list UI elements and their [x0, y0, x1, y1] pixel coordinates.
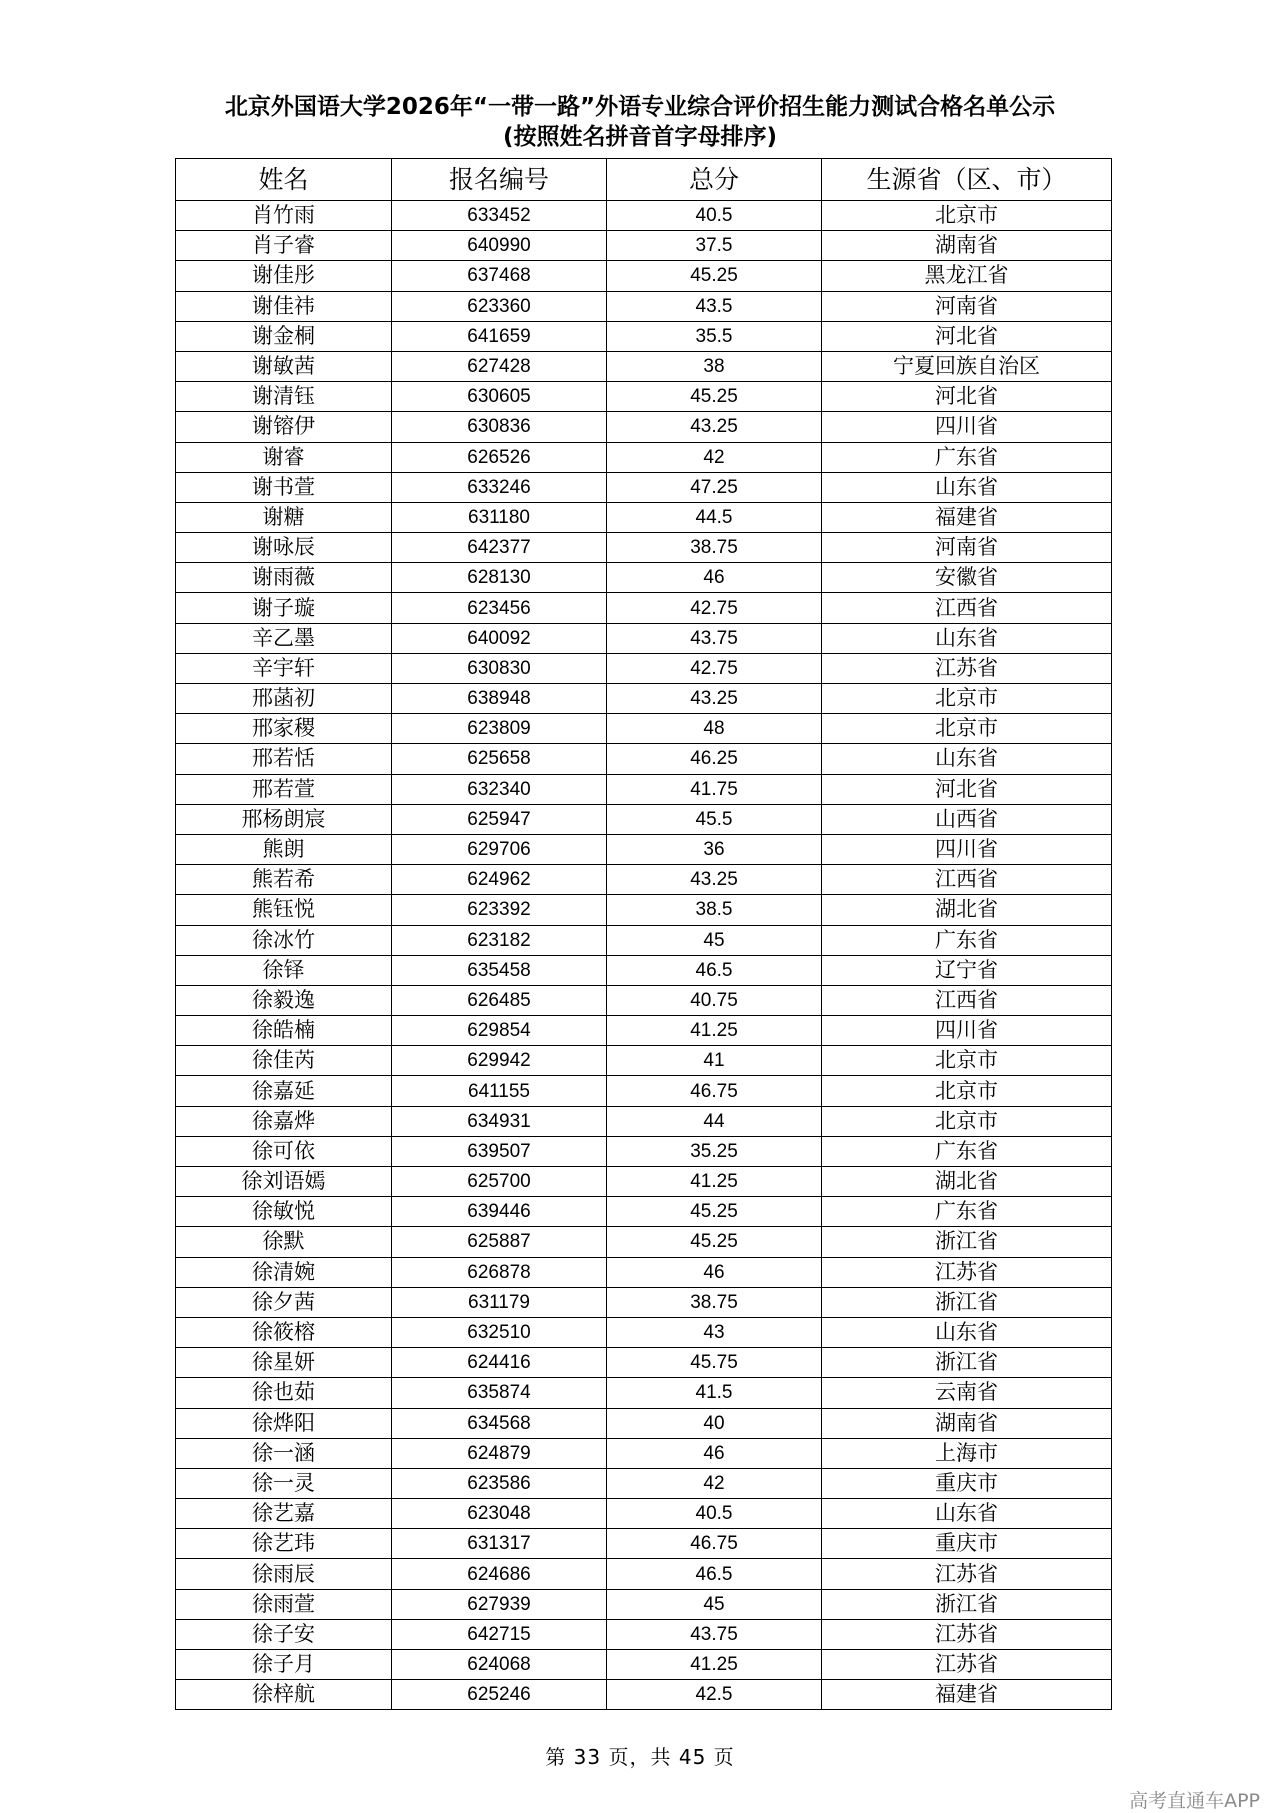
cell-province: 江苏省 — [822, 1559, 1112, 1589]
cell-total-score: 43.5 — [607, 291, 822, 321]
cell-registration-id: 624686 — [392, 1559, 607, 1589]
cell-name: 徐冰竹 — [176, 925, 392, 955]
cell-name: 徐刘语嫣 — [176, 1167, 392, 1197]
cell-province: 四川省 — [822, 834, 1112, 864]
cell-province: 北京市 — [822, 201, 1112, 231]
cell-total-score: 46 — [607, 1257, 822, 1287]
page-subtitle: (按照姓名拼音首字母排序) — [502, 124, 778, 150]
cell-province: 北京市 — [822, 1106, 1112, 1136]
cell-name: 邢家稷 — [176, 714, 392, 744]
cell-registration-id: 629942 — [392, 1046, 607, 1076]
cell-registration-id: 627428 — [392, 351, 607, 381]
table-row — [176, 201, 1112, 231]
cell-name: 谢清钰 — [176, 382, 392, 412]
table-row — [176, 955, 1112, 985]
table-row — [176, 291, 1112, 321]
cell-registration-id: 635458 — [392, 955, 607, 985]
cell-province: 四川省 — [822, 412, 1112, 442]
cell-name: 谢咏辰 — [176, 533, 392, 563]
cell-province: 北京市 — [822, 714, 1112, 744]
cell-name: 辛宇轩 — [176, 653, 392, 683]
table-row — [176, 442, 1112, 472]
cell-registration-id: 641659 — [392, 321, 607, 351]
table-body — [176, 201, 1112, 1710]
cell-name: 熊若希 — [176, 865, 392, 895]
cell-total-score: 45.5 — [607, 804, 822, 834]
cell-registration-id: 631317 — [392, 1529, 607, 1559]
table-row — [176, 895, 1112, 925]
cell-total-score: 43.75 — [607, 1619, 822, 1649]
cell-name: 徐一灵 — [176, 1468, 392, 1498]
table-row — [176, 382, 1112, 412]
cell-name: 谢敏茜 — [176, 351, 392, 381]
table-row — [176, 744, 1112, 774]
table-row — [176, 1438, 1112, 1468]
cell-total-score: 43.75 — [607, 623, 822, 653]
cell-registration-id: 623586 — [392, 1468, 607, 1498]
cell-province: 江苏省 — [822, 1650, 1112, 1680]
cell-registration-id: 642715 — [392, 1619, 607, 1649]
cell-total-score: 48 — [607, 714, 822, 744]
table-row — [176, 1348, 1112, 1378]
table-row — [176, 714, 1112, 744]
table-header-row — [176, 159, 1112, 201]
cell-total-score: 42.5 — [607, 1680, 822, 1710]
cell-province: 河北省 — [822, 321, 1112, 351]
cell-total-score: 45.25 — [607, 1227, 822, 1257]
cell-total-score: 42.75 — [607, 593, 822, 623]
table-row — [176, 1529, 1112, 1559]
cell-name: 徐雨萱 — [176, 1589, 392, 1619]
table-row — [176, 653, 1112, 683]
cell-province: 辽宁省 — [822, 955, 1112, 985]
cell-province: 河北省 — [822, 774, 1112, 804]
cell-province: 浙江省 — [822, 1348, 1112, 1378]
cell-registration-id: 626878 — [392, 1257, 607, 1287]
cell-province: 江苏省 — [822, 653, 1112, 683]
cell-registration-id: 623182 — [392, 925, 607, 955]
cell-province: 山东省 — [822, 1317, 1112, 1347]
page-number: 第 33 页，共 45 页 — [545, 1745, 735, 1769]
cell-registration-id: 626526 — [392, 442, 607, 472]
table-row — [176, 533, 1112, 563]
cell-total-score: 41.25 — [607, 1650, 822, 1680]
cell-total-score: 46.25 — [607, 744, 822, 774]
page-title: 北京外国语大学2026年“一带一路”外语专业综合评价招生能力测试合格名单公示 — [224, 94, 1056, 120]
cell-registration-id: 623392 — [392, 895, 607, 925]
cell-registration-id: 631180 — [392, 502, 607, 532]
cell-total-score: 42 — [607, 442, 822, 472]
cell-total-score: 41.5 — [607, 1378, 822, 1408]
cell-province: 湖北省 — [822, 1167, 1112, 1197]
cell-registration-id: 629706 — [392, 834, 607, 864]
table-row — [176, 834, 1112, 864]
cell-registration-id: 633246 — [392, 472, 607, 502]
cell-total-score: 45.25 — [607, 382, 822, 412]
cell-total-score: 36 — [607, 834, 822, 864]
cell-name: 徐清婉 — [176, 1257, 392, 1287]
cell-registration-id: 623048 — [392, 1499, 607, 1529]
header-name: 姓名 — [176, 159, 392, 201]
cell-registration-id: 639446 — [392, 1197, 607, 1227]
table-row — [176, 1378, 1112, 1408]
cell-registration-id: 634568 — [392, 1408, 607, 1438]
cell-total-score: 42.75 — [607, 653, 822, 683]
cell-registration-id: 624068 — [392, 1650, 607, 1680]
cell-name: 徐嘉延 — [176, 1076, 392, 1106]
cell-province: 重庆市 — [822, 1529, 1112, 1559]
cell-total-score: 40.75 — [607, 985, 822, 1015]
cell-name: 徐一涵 — [176, 1438, 392, 1468]
cell-total-score: 46.75 — [607, 1529, 822, 1559]
cell-registration-id: 628130 — [392, 563, 607, 593]
cell-province: 江西省 — [822, 593, 1112, 623]
cell-province: 湖南省 — [822, 231, 1112, 261]
table-row — [176, 1468, 1112, 1498]
cell-total-score: 43.25 — [607, 865, 822, 895]
cell-name: 谢佳祎 — [176, 291, 392, 321]
cell-province: 福建省 — [822, 1680, 1112, 1710]
cell-total-score: 38.75 — [607, 533, 822, 563]
cell-name: 徐艺玮 — [176, 1529, 392, 1559]
cell-total-score: 44.5 — [607, 502, 822, 532]
cell-total-score: 43 — [607, 1317, 822, 1347]
cell-province: 福建省 — [822, 502, 1112, 532]
cell-province: 江苏省 — [822, 1257, 1112, 1287]
cell-province: 山东省 — [822, 623, 1112, 653]
table-row — [176, 1136, 1112, 1166]
cell-name: 肖子睿 — [176, 231, 392, 261]
cell-name: 辛乙墨 — [176, 623, 392, 653]
table-row — [176, 1317, 1112, 1347]
cell-name: 邢菡初 — [176, 684, 392, 714]
cell-province: 江西省 — [822, 865, 1112, 895]
cell-province: 安徽省 — [822, 563, 1112, 593]
cell-name: 肖竹雨 — [176, 201, 392, 231]
table-row — [176, 563, 1112, 593]
cell-total-score: 45.25 — [607, 261, 822, 291]
cell-province: 浙江省 — [822, 1227, 1112, 1257]
cell-province: 湖北省 — [822, 895, 1112, 925]
cell-name: 熊朗 — [176, 834, 392, 864]
cell-total-score: 41.25 — [607, 1167, 822, 1197]
cell-name: 邢杨朗宸 — [176, 804, 392, 834]
cell-name: 谢金桐 — [176, 321, 392, 351]
cell-total-score: 38 — [607, 351, 822, 381]
cell-name: 徐嘉烨 — [176, 1106, 392, 1136]
cell-total-score: 41.25 — [607, 1016, 822, 1046]
cell-registration-id: 642377 — [392, 533, 607, 563]
table-row — [176, 774, 1112, 804]
cell-registration-id: 632340 — [392, 774, 607, 804]
cell-total-score: 46 — [607, 563, 822, 593]
table-row — [176, 351, 1112, 381]
cell-name: 谢镕伊 — [176, 412, 392, 442]
table-row — [176, 1167, 1112, 1197]
table-row — [176, 985, 1112, 1015]
admission-list-table — [175, 158, 1112, 1710]
cell-registration-id: 625947 — [392, 804, 607, 834]
cell-province: 广东省 — [822, 1136, 1112, 1166]
cell-registration-id: 635874 — [392, 1378, 607, 1408]
cell-province: 广东省 — [822, 442, 1112, 472]
cell-province: 河南省 — [822, 533, 1112, 563]
cell-total-score: 40.5 — [607, 201, 822, 231]
cell-name: 谢子璇 — [176, 593, 392, 623]
cell-total-score: 45 — [607, 925, 822, 955]
table-row — [176, 593, 1112, 623]
cell-province: 黑龙江省 — [822, 261, 1112, 291]
cell-province: 山东省 — [822, 472, 1112, 502]
cell-registration-id: 629854 — [392, 1016, 607, 1046]
cell-name: 徐子月 — [176, 1650, 392, 1680]
cell-name: 徐夕茜 — [176, 1287, 392, 1317]
table-row — [176, 1559, 1112, 1589]
table-row — [176, 1650, 1112, 1680]
cell-name: 徐可依 — [176, 1136, 392, 1166]
cell-name: 谢佳彤 — [176, 261, 392, 291]
cell-province: 广东省 — [822, 1197, 1112, 1227]
cell-name: 邢若萱 — [176, 774, 392, 804]
cell-total-score: 41.75 — [607, 774, 822, 804]
table-row — [176, 1046, 1112, 1076]
table-row — [176, 1499, 1112, 1529]
cell-registration-id: 630836 — [392, 412, 607, 442]
cell-province: 重庆市 — [822, 1468, 1112, 1498]
cell-name: 徐筱榕 — [176, 1317, 392, 1347]
table-row — [176, 925, 1112, 955]
cell-registration-id: 625246 — [392, 1680, 607, 1710]
cell-registration-id: 638948 — [392, 684, 607, 714]
cell-name: 谢雨薇 — [176, 563, 392, 593]
cell-name: 谢书萱 — [176, 472, 392, 502]
cell-registration-id: 640990 — [392, 231, 607, 261]
cell-province: 北京市 — [822, 1046, 1112, 1076]
cell-province: 浙江省 — [822, 1589, 1112, 1619]
table-row — [176, 1589, 1112, 1619]
cell-name: 徐佳芮 — [176, 1046, 392, 1076]
cell-total-score: 35.5 — [607, 321, 822, 351]
cell-registration-id: 623360 — [392, 291, 607, 321]
cell-registration-id: 632510 — [392, 1317, 607, 1347]
cell-province: 云南省 — [822, 1378, 1112, 1408]
cell-total-score: 35.25 — [607, 1136, 822, 1166]
cell-province: 北京市 — [822, 1076, 1112, 1106]
cell-province: 广东省 — [822, 925, 1112, 955]
cell-total-score: 40.5 — [607, 1499, 822, 1529]
cell-registration-id: 640092 — [392, 623, 607, 653]
cell-name: 邢若恬 — [176, 744, 392, 774]
cell-province: 四川省 — [822, 1016, 1112, 1046]
table-row — [176, 684, 1112, 714]
cell-province: 山东省 — [822, 744, 1112, 774]
cell-name: 熊钰悦 — [176, 895, 392, 925]
header-province: 生源省（区、市） — [822, 159, 1112, 201]
table-row — [176, 1408, 1112, 1438]
table-row — [176, 1680, 1112, 1710]
cell-registration-id: 637468 — [392, 261, 607, 291]
cell-name: 徐子安 — [176, 1619, 392, 1649]
cell-name: 徐铎 — [176, 955, 392, 985]
header-total-score: 总分 — [607, 159, 822, 201]
cell-registration-id: 627939 — [392, 1589, 607, 1619]
cell-registration-id: 625658 — [392, 744, 607, 774]
table-row — [176, 1106, 1112, 1136]
cell-registration-id: 623456 — [392, 593, 607, 623]
cell-registration-id: 634931 — [392, 1106, 607, 1136]
cell-total-score: 46.5 — [607, 1559, 822, 1589]
cell-registration-id: 631179 — [392, 1287, 607, 1317]
cell-total-score: 41 — [607, 1046, 822, 1076]
cell-registration-id: 641155 — [392, 1076, 607, 1106]
table-row — [176, 321, 1112, 351]
cell-province: 宁夏回族自治区 — [822, 351, 1112, 381]
cell-province: 上海市 — [822, 1438, 1112, 1468]
cell-total-score: 42 — [607, 1468, 822, 1498]
watermark: 高考直通车APP — [1129, 1790, 1260, 1812]
cell-registration-id: 623809 — [392, 714, 607, 744]
table-row — [176, 1257, 1112, 1287]
cell-province: 河南省 — [822, 291, 1112, 321]
cell-total-score: 37.5 — [607, 231, 822, 261]
cell-province: 浙江省 — [822, 1287, 1112, 1317]
cell-total-score: 47.25 — [607, 472, 822, 502]
table-row — [176, 412, 1112, 442]
cell-province: 湖南省 — [822, 1408, 1112, 1438]
cell-name: 徐艺嘉 — [176, 1499, 392, 1529]
cell-name: 徐雨辰 — [176, 1559, 392, 1589]
cell-registration-id: 624962 — [392, 865, 607, 895]
table-row — [176, 804, 1112, 834]
cell-registration-id: 624879 — [392, 1438, 607, 1468]
cell-province: 山西省 — [822, 804, 1112, 834]
cell-province: 北京市 — [822, 684, 1112, 714]
cell-total-score: 45 — [607, 1589, 822, 1619]
cell-total-score: 44 — [607, 1106, 822, 1136]
cell-total-score: 38.5 — [607, 895, 822, 925]
table-row — [176, 1619, 1112, 1649]
cell-total-score: 46 — [607, 1438, 822, 1468]
table-row — [176, 261, 1112, 291]
cell-registration-id: 626485 — [392, 985, 607, 1015]
cell-total-score: 45.25 — [607, 1197, 822, 1227]
cell-province: 江西省 — [822, 985, 1112, 1015]
cell-total-score: 43.25 — [607, 412, 822, 442]
cell-registration-id: 625887 — [392, 1227, 607, 1257]
table-row — [176, 1227, 1112, 1257]
cell-registration-id: 633452 — [392, 201, 607, 231]
cell-registration-id: 630830 — [392, 653, 607, 683]
cell-registration-id: 639507 — [392, 1136, 607, 1166]
cell-name: 徐星妍 — [176, 1348, 392, 1378]
cell-province: 河北省 — [822, 382, 1112, 412]
cell-name: 谢糖 — [176, 502, 392, 532]
table-row — [176, 1016, 1112, 1046]
cell-total-score: 46.5 — [607, 955, 822, 985]
cell-name: 徐烨阳 — [176, 1408, 392, 1438]
table-row — [176, 502, 1112, 532]
cell-name: 徐也茹 — [176, 1378, 392, 1408]
cell-province: 山东省 — [822, 1499, 1112, 1529]
table-row — [176, 623, 1112, 653]
cell-name: 谢睿 — [176, 442, 392, 472]
cell-province: 江苏省 — [822, 1619, 1112, 1649]
cell-name: 徐皓楠 — [176, 1016, 392, 1046]
cell-registration-id: 630605 — [392, 382, 607, 412]
cell-total-score: 46.75 — [607, 1076, 822, 1106]
header-registration-id: 报名编号 — [392, 159, 607, 201]
table-row — [176, 472, 1112, 502]
cell-registration-id: 624416 — [392, 1348, 607, 1378]
table-row — [176, 231, 1112, 261]
table-row — [176, 1287, 1112, 1317]
cell-total-score: 40 — [607, 1408, 822, 1438]
cell-name: 徐敏悦 — [176, 1197, 392, 1227]
table-row — [176, 1197, 1112, 1227]
table-row — [176, 865, 1112, 895]
cell-total-score: 43.25 — [607, 684, 822, 714]
cell-registration-id: 625700 — [392, 1167, 607, 1197]
table-row — [176, 1076, 1112, 1106]
cell-name: 徐梓航 — [176, 1680, 392, 1710]
cell-name: 徐毅逸 — [176, 985, 392, 1015]
cell-total-score: 45.75 — [607, 1348, 822, 1378]
cell-name: 徐默 — [176, 1227, 392, 1257]
cell-total-score: 38.75 — [607, 1287, 822, 1317]
